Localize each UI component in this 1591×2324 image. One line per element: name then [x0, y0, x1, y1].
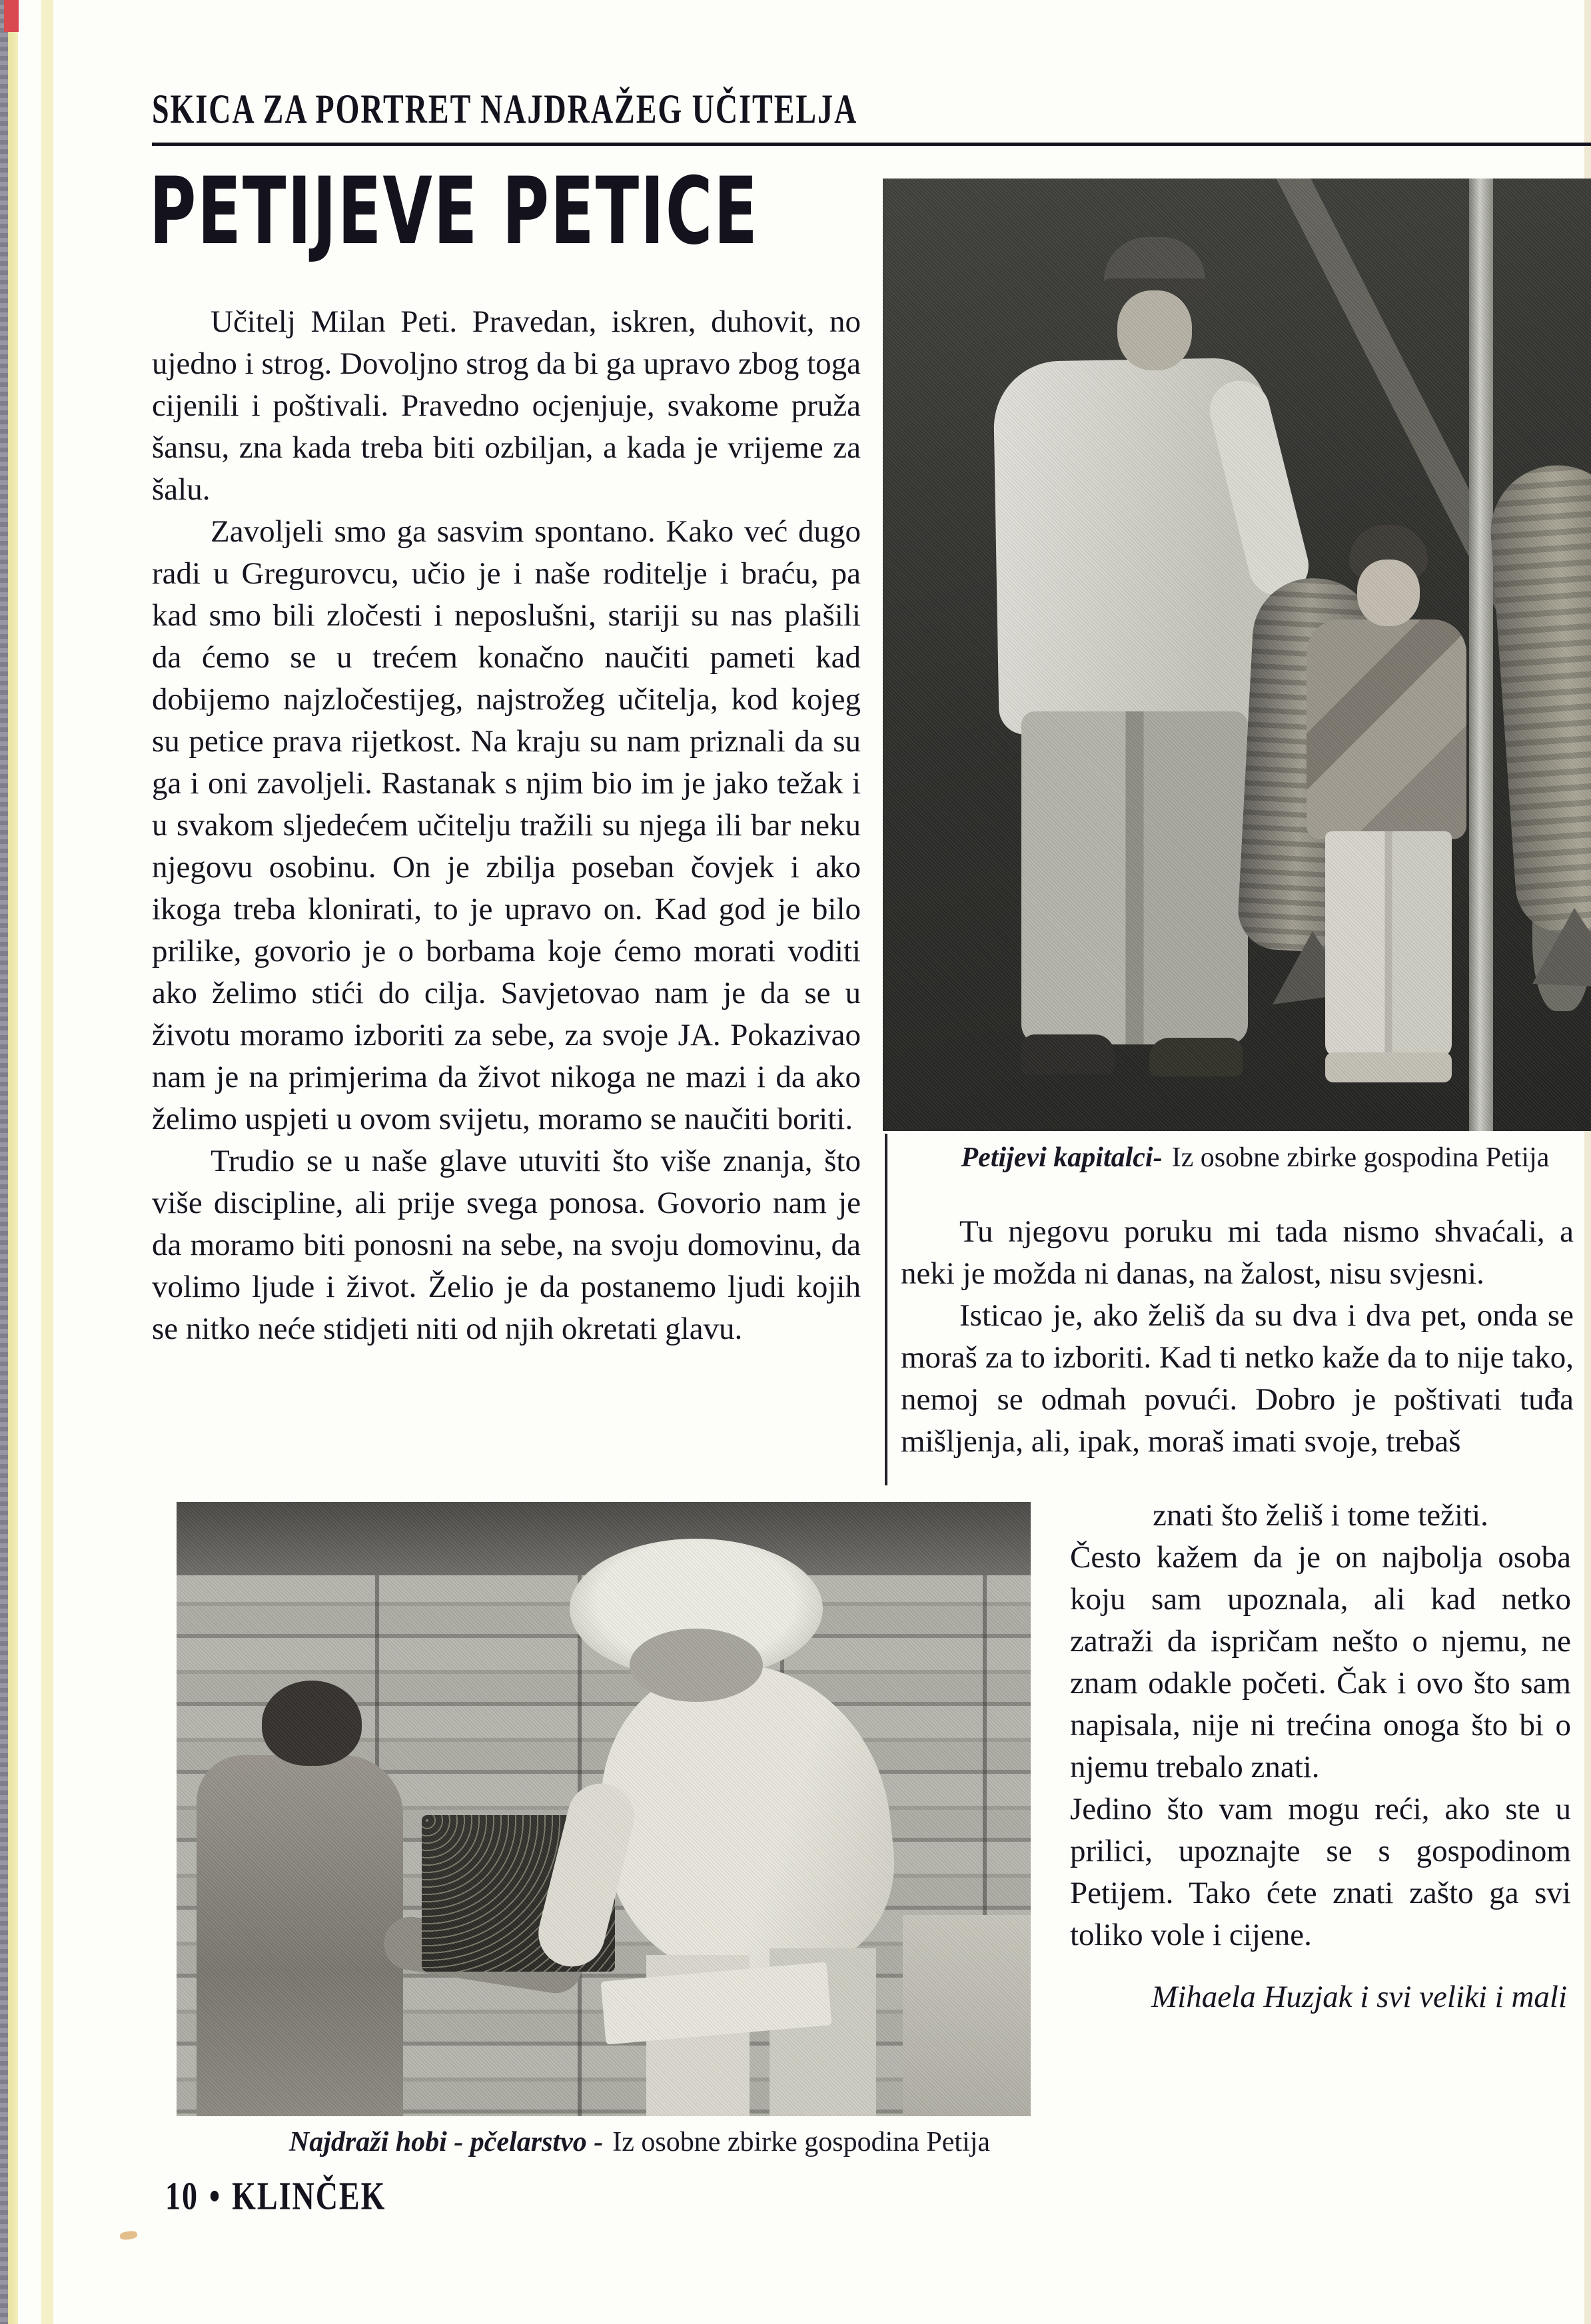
halftone-overlay	[177, 1502, 1031, 2116]
page-footer	[165, 2173, 396, 2219]
paragraph: Često kažem da je on najbolja osoba koju sam upoznala, ali kad netko zatraži da ispričam nešto o njemu, ne znam odakle početi. Čak i ovo što sam napisala, nije ni trećina onoga što bi o njemu trebalo znati.	[1070, 1540, 1571, 1784]
spine-yellow-strip	[8, 0, 18, 2324]
caption-rest: Iz osobne zbirke gospodina Petija	[612, 2127, 991, 2157]
author-signature: Mihaela Huzjak i svi veliki i mali	[1151, 1980, 1567, 2014]
footer-separator: •	[209, 2173, 222, 2218]
article-title: PETIJEVE PETICE	[149, 157, 759, 266]
photo-fish-caption	[919, 1142, 1591, 1174]
caption-lead: Petijevi kapitalci-	[961, 1142, 1163, 1173]
page-fold-stripe	[41, 0, 53, 2324]
photo-fisherman-and-boy	[883, 179, 1591, 1131]
paragraph: Jedino što vam mogu reći, ako ste u prilici, upoznajte se s gospodinom Petijem. Tako ćete znati zašto ga svi toliko vole i cijene.	[1070, 1792, 1571, 1952]
header-rule	[152, 143, 1591, 146]
paragraph: Tu njegovu poruku mi tada nismo shvaćali, a neki je možda ni danas, na žalost, nisu svjesni.	[901, 1214, 1574, 1291]
paragraph: Trudio se u naše glave utuviti što više znanja, što više discipline, ali prije svega ponosa. Govorio nam je da moramo biti ponosni na sebe, na svoju domovinu, da volimo ljude i život. Želio je da postanemo ljudi kojih se nitko neće stidjeti niti od njih okretati glavu.	[152, 1144, 861, 1346]
section-kicker: SKICA ZA PORTRET NAJDRAŽEG UČITELJA	[152, 86, 858, 133]
spine-red-mark	[4, 0, 19, 32]
right-column-lower	[1070, 1495, 1571, 2018]
photo-bees-caption	[177, 2126, 1103, 2158]
paragraph: Učitelj Milan Peti. Pravedan, iskren, duhovit, no ujedno i strog. Dovoljno strog da bi ga upravo zbog toga cijenili i poštivali. Pravedno ocjenjuje, svakome pruža šansu, zna kada treba biti ozbiljan, a kada je vrijeme za šalu.	[152, 304, 861, 507]
caption-rest: Iz osobne zbirke gospodina Petija	[1171, 1142, 1550, 1173]
right-column-upper	[901, 1211, 1574, 1463]
scan-artifact	[119, 2230, 137, 2241]
paragraph-continuation: znati što želiš i tome težiti.	[1153, 1498, 1488, 1533]
left-column	[152, 301, 861, 1350]
halftone-overlay	[883, 179, 1591, 1131]
page-number: 10	[165, 2173, 199, 2218]
book-spine	[0, 0, 8, 2324]
photo-beekeeping	[177, 1502, 1031, 2116]
paragraph: Isticao je, ako želiš da su dva i dva pet, onda se moraš za to izboriti. Kad ti netko kaže da to nije tako, nemoj se odmah povući. Dobro je poštivati tuđa mišljenja, ali, ipak, moraš imati svoje, trebaš	[901, 1298, 1574, 1459]
magazine-name: KLINČEK	[232, 2173, 386, 2218]
caption-lead: Najdraži hobi - pčelarstvo -	[288, 2127, 604, 2157]
column-divider	[885, 1134, 887, 1485]
paragraph: Zavoljeli smo ga sasvim spontano. Kako već dugo radi u Gregurovcu, učio je i naše roditelje i braću, pa kad smo bili zločesti i neposlušni, stariji su nas plašili da ćemo se u trećem konačno naučiti pameti kad dobijemo najzločestijeg, najstrožeg učitelja, kod kojeg su petice prava rijetkost. Na kraju su nam priznali da su ga i oni zavoljeli. Rastanak s njim bio im je jako težak i u svakom sljedećem učitelju tražili su njega ili bar neku njegovu osobinu. On je zbilja poseban čovjek i ako ikoga treba klonirati, to je upravo on. Kad god je bilo prilike, govorio je o borbama koje ćemo morati voditi ako želimo stići do cilja. Savjetovao nam je da se u životu moramo izboriti za sebe, za svoje JA. Pokazivao nam je na primjerima da život nikoga ne mazi i da ako želimo uspjeti u ovom svijetu, moramo se naučiti boriti.	[152, 514, 861, 1136]
